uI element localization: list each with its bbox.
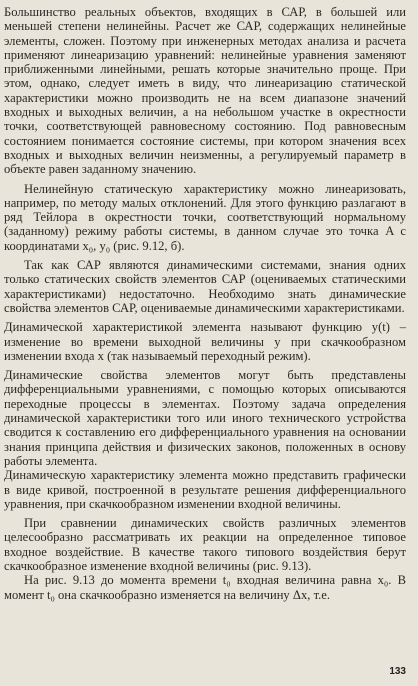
paragraph-dynamic-systems: Так как САР являются динамическими системами, знания одних только статических свойств элементов САР (оцениваемых статическими характеристиками) недостаточно. Необходимо знать динамические свойства элементов САР, оцениваемые динамическими характеристиками. <box>4 258 406 315</box>
paragraph-dynamic-characteristic-definition: Динамической характеристикой элемента называют функцию y(t) – изменение во времени выходной величины y при скачкообразном изменении входа x (так называемый переходный режим). <box>4 320 406 363</box>
paragraph-linearization: Большинство реальных объектов, входящих в САР, в большей или меньшей степени нелинейны. Расчет же САР, содержащих нелинейные элементы, сложен. Поэтому при инженерных методах анализа и расчета применяют линеаризацию уравнений: нелинейные уравнения заменяют приближенными линейными, решать которые значительно проще. При этом, однако, следует иметь в виду, что линеаризацию статической характеристики можно производить не на всем диапазоне значений входных и выходных величин, а на небольшом участке в окрестности точки, соответствующей равновесному состоянию. Под равновесным состоянием понимается состояние системы, при котором значения всех входных и выходных величин неизменны, а регулируемый параметр в объекте равен заданному значению. <box>4 5 406 177</box>
paragraph-figure-reference: На рис. 9.13 до момента времени t₀ входная величина равна x₀. В момент t₀ она скачкообразно изменяется на величину Δx, т.е. <box>4 573 406 602</box>
paragraph-small-deviations: Нелинейную статическую характеристику можно линеаризовать, например, по методу малых отклонений. Для этого функцию разлагают в ряд Тейлора в окрестности точки, соответствующий нормальному (заданному) режиму работы системы, в данном случае это точка A с координатами x₀, y₀ (рис. 9.12, б). <box>4 181 406 253</box>
paragraph-typical-input: При сравнении динамических свойств различных элементов целесообразно рассматривать их реакции на определенное типовое входное воздействие. В качестве такого типового воздействия берут скачкообразное изменение входной величины (рис. 9.13). <box>4 516 406 573</box>
paragraph-differential-equations: Динамические свойства элементов могут быть представлены дифференциальными уравнениями, с помощью которых описываются переходные процессы в элементах. Поэтому задача определения динамической характеристики того или иного технического устройства сводится к составлению его дифференциального уравнения на основании знания принципа действия и физических законов, положенных в основу работы элемента. <box>4 368 406 468</box>
page-number: 133 <box>389 666 406 677</box>
paragraph-graphical-representation: Динамическую характеристику элемента можно представить графически в виде кривой, построенной в результате решения дифференциального уравнения, при скачкообразном изменении входной величины. <box>4 468 406 511</box>
